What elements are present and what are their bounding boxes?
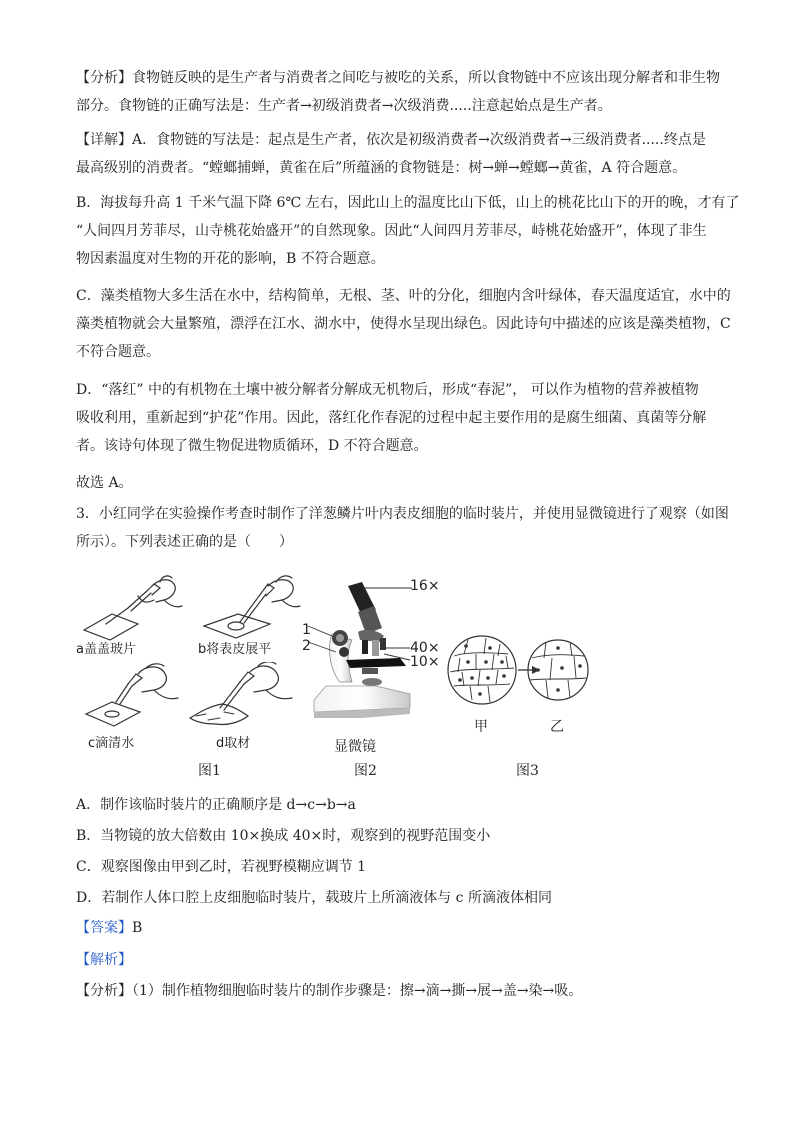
q3-analysis-text: （1）制作植物细胞临时装片的制作步骤是：擦→滴→撕→展→盖→染→吸。: [132, 983, 583, 999]
q2-detail: [76, 126, 724, 182]
fig2-caption: 显微镜: [334, 739, 376, 755]
fig2-label-40x: 40×: [410, 640, 440, 656]
detail-d-line-3: 者。该诗句体现了微生物促进物质循环，D 不符合题意。: [76, 438, 428, 454]
q2-analysis-line-1: [76, 64, 724, 92]
q2-option-c: [76, 282, 731, 366]
q3-figures: [76, 566, 596, 779]
fig3-cells-illustration: [446, 632, 590, 710]
conclusion-line: 故选 A。: [76, 475, 133, 491]
fig2-title: 图2: [354, 763, 377, 779]
q3-analysis: [76, 977, 724, 1005]
q2-analysis: [76, 64, 724, 120]
fig2-label-2: 2: [302, 638, 311, 654]
detail-b-line-3: 物因素温度对生物的开花的影响，B 不符合题意。: [76, 251, 385, 267]
fig3-label-yi: 乙: [550, 719, 564, 735]
q3-analysis-tag: 【分析】: [76, 983, 132, 999]
detail-b-line-2: “人间四月芳菲尽，山寺桃花始盛开”的自然现象。因此“人间四月芳菲尽，峙桃花始盛开”，体现了非生: [76, 223, 707, 239]
fig1-b-flatten-illustration: [196, 570, 306, 644]
q2-option-b: [76, 189, 740, 273]
analysis-label: 分析: [90, 70, 118, 86]
fig2-label-16x: 16×: [410, 578, 440, 594]
option-a: A．制作该临时装片的正确顺序是 d→c→b→a: [76, 797, 356, 813]
fig1-label-c: c滴清水: [88, 736, 135, 751]
answer-line: [76, 914, 724, 942]
detail-d-line-1: D．“落红” 中的有机物在土壤中被分解者分解成无机物后，形成“春泥”， 可以作为植物的营养被植物: [76, 382, 699, 398]
detail-b-line-1: B．海拔每升高 1 千米气温下降 6℃ 左右，因此山上的温度比山下低，山上的桃花比山下的开的晚，才有了: [76, 195, 740, 211]
analysis-text-1: 食物链反映的是生产者与消费者之间吃与被吃的关系，所以食物链中不应该出现分解者和非生物: [132, 70, 720, 86]
fig1-label-d: d取材: [216, 736, 251, 751]
fig1-d-take-material-illustration: [186, 662, 304, 734]
fig2-label-10x: 10×: [410, 654, 440, 670]
q2-analysis-line-2: 部分。食物链的正确写法是：生产者→初级消费者→次级消费.....注意起始点是生产者。: [76, 98, 612, 114]
option-c: C．观察图像由甲到乙时，若视野模糊应调节 1: [76, 859, 367, 875]
fig3-label-jia: 甲: [474, 719, 488, 735]
solution-tag: 【解析】: [76, 952, 132, 968]
detail-d-line-2: 吸收利用，重新起到“护花”作用。因此，落红化作春泥的过程中起主要作用的是腐生细菌、真菌等分解: [76, 410, 707, 426]
fig1-a-cover-slip-illustration: [76, 572, 186, 644]
answer-value: B: [132, 920, 143, 936]
fig3-title: 图3: [516, 763, 539, 779]
detail-a-text-1: A．食物链的写法是：起点是生产者，依次是初级消费者→次级消费者→三级消费者.....终点是: [132, 132, 706, 148]
detail-a-line-2: 最高级别的消费者。“螳螂捕蝉，黄雀在后”所蕴涵的食物链是：树→蝉→螳螂→黄雀，A 符合题意。: [76, 160, 687, 176]
q3-options: [76, 790, 724, 914]
fig1-label-a: a盖盖玻片: [76, 642, 136, 657]
option-d: D．若制作人体口腔上皮细胞临时装片，载玻片上所滴液体与 c 所滴液体相同: [76, 890, 552, 906]
q3-answer: [76, 914, 724, 942]
q3-solution: [76, 946, 724, 974]
fig1-c-drop-water-illustration: [82, 662, 186, 734]
fig2-label-1: 1: [302, 622, 311, 638]
q3-analysis-line: [76, 977, 724, 1005]
q2-option-d: [76, 376, 724, 460]
fig1-title: 图1: [198, 763, 221, 779]
q3-stem-line-2: 所示）。下列表述正确的是（ ）: [76, 534, 293, 550]
analysis-bracket-open: 【: [76, 70, 90, 86]
detail-c-line-1: C．藻类植物大多生活在水中，结构简单，无根、茎、叶的分化，细胞内含叶绿体，春天温度适宜，水中的: [76, 288, 731, 304]
analysis-bracket-close: 】: [118, 70, 132, 86]
detail-c-line-2: 藻类植物就会大量繁殖，漂浮在江水、湖水中，使得水呈现出绿色。因此诗句中描述的应该是藻类植物，C: [76, 316, 731, 332]
q2-conclusion: [76, 469, 724, 497]
q3-stem: [76, 500, 729, 556]
fig1-label-b: b将表皮展平: [198, 642, 272, 657]
detail-tag: 【详解】: [76, 132, 132, 148]
q3-stem-line-1: 3．小红同学在实验操作考查时制作了洋葱鳞片叶内表皮细胞的临时装片，并使用显微镜进行了观察（如图: [76, 506, 729, 522]
option-b: B．当物镜的放大倍数由 10×换成 40×时，观察到的视野范围变小: [76, 828, 491, 844]
detail-a-line-1: [76, 126, 724, 154]
answer-tag: 【答案】: [76, 920, 132, 936]
detail-c-line-3: 不符合题意。: [76, 344, 160, 360]
